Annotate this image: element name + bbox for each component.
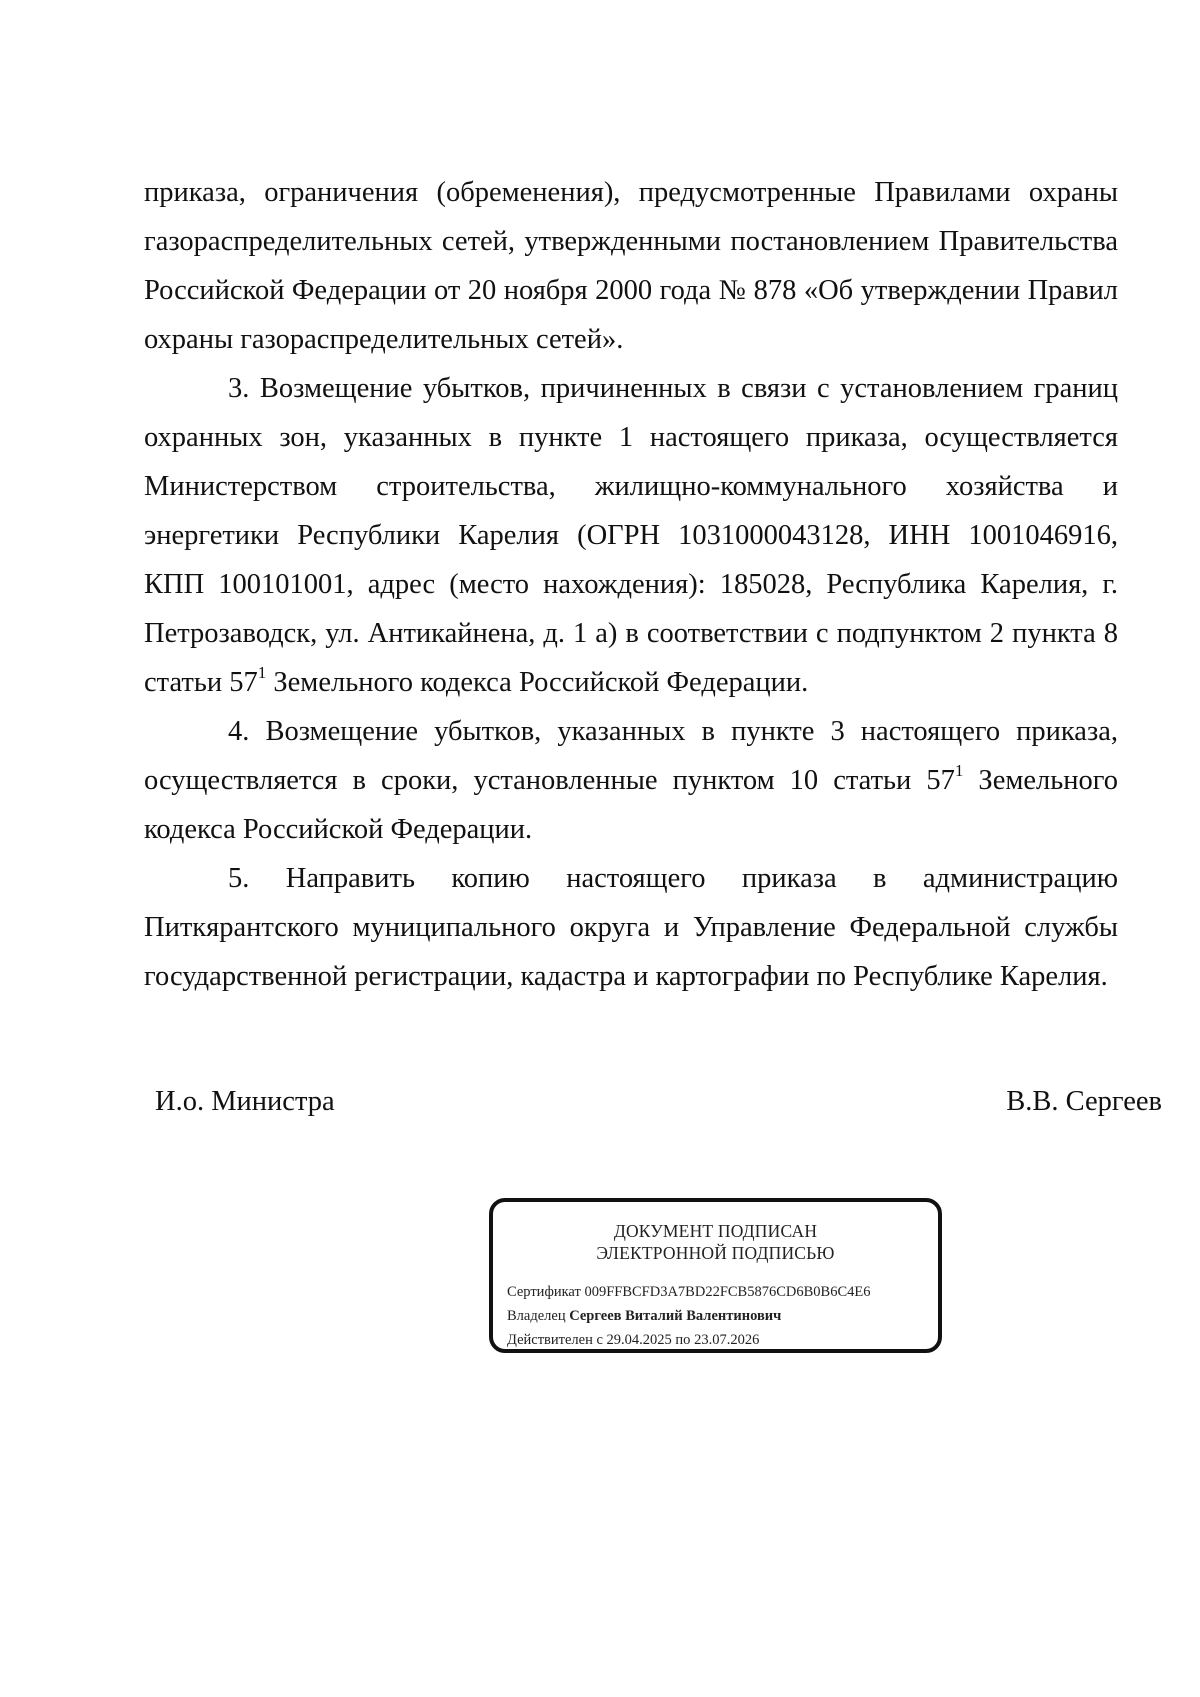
valid-from-date: 29.04.2025 (606, 1332, 672, 1348)
stamp-details (507, 1280, 928, 1352)
paragraph-continuation (144, 168, 1118, 364)
stamp-validity-line (507, 1328, 928, 1352)
certificate-value: 009FFBCFD3A7BD22FCB5876CD6B0B6C4E6 (584, 1284, 871, 1300)
paragraph-item-4 (144, 707, 1118, 854)
superscript: 1 (257, 663, 267, 683)
paragraph-item-3 (144, 364, 1118, 707)
paragraph-item-5 (144, 854, 1118, 1001)
document-body (144, 168, 1118, 1001)
paragraph-text: 4. Возмещение убытков, указанных в пункте 3 настоящего приказа, осуществляется в сроки, установленные пунктом 10 статьи 57 (144, 716, 1118, 796)
stamp-owner-line (507, 1304, 928, 1328)
stamp-heading-line: ДОКУМЕНТ ПОДПИСАН (613, 1221, 818, 1241)
owner-label: Владелец (507, 1308, 566, 1324)
stamp-certificate-line (507, 1280, 928, 1304)
paragraph-text: 5. Направить копию настоящего приказа в администрацию Питкярантского муниципального округа и Управление Федеральной службы государственной регистрации, кадастра и картографии по Республике Карелия. (144, 863, 1118, 992)
stamp-heading-line: ЭЛЕКТРОННОЙ ПОДПИСЬЮ (596, 1243, 835, 1263)
paragraph-text-tail: Земельного кодекса Российской Федерации. (144, 765, 1118, 845)
valid-to-label: по (675, 1332, 691, 1348)
superscript: 1 (954, 761, 964, 781)
paragraph-text: 3. Возмещение убытков, причиненных в связи с установлением границ охранных зон, указанных в пункте 1 настоящего приказа, осуществляется Министерством строительства, жилищно-коммунального хозяйства и энергетики Республики Карелия (ОГРН 1031000043128, ИНН 1001046916, КПП 100101001, адрес (место нахождения): 185028, Республика Карелия, г. Петрозаводск, ул. Антикайнена, д. 1 а) в соответствии с подпунктом 2 пункта 8 статьи 57 (144, 373, 1118, 698)
signatory-position: И.о. Министра (155, 1086, 335, 1117)
certificate-label: Сертификат (507, 1284, 581, 1300)
owner-value: Сергеев Виталий Валентинович (569, 1308, 782, 1324)
valid-label: Действителен (507, 1332, 593, 1348)
signature-block (155, 1084, 1162, 1120)
valid-from-label: с (596, 1332, 603, 1348)
paragraph-text-tail: Земельного кодекса Российской Федерации. (266, 667, 809, 698)
signatory-name: В.В. Сергеев (1006, 1086, 1162, 1117)
stamp-heading (493, 1220, 938, 1264)
valid-to-date: 23.07.2026 (694, 1332, 760, 1348)
electronic-signature-stamp (489, 1198, 942, 1353)
paragraph-text: приказа, ограничения (обременения), предусмотренные Правилами охраны газораспределительных сетей, утвержденными постановлением Правительства Российской Федерации от 20 ноября 2000 года № 878 «Об утверждении Правил охраны газораспределительных сетей». (144, 177, 1118, 355)
